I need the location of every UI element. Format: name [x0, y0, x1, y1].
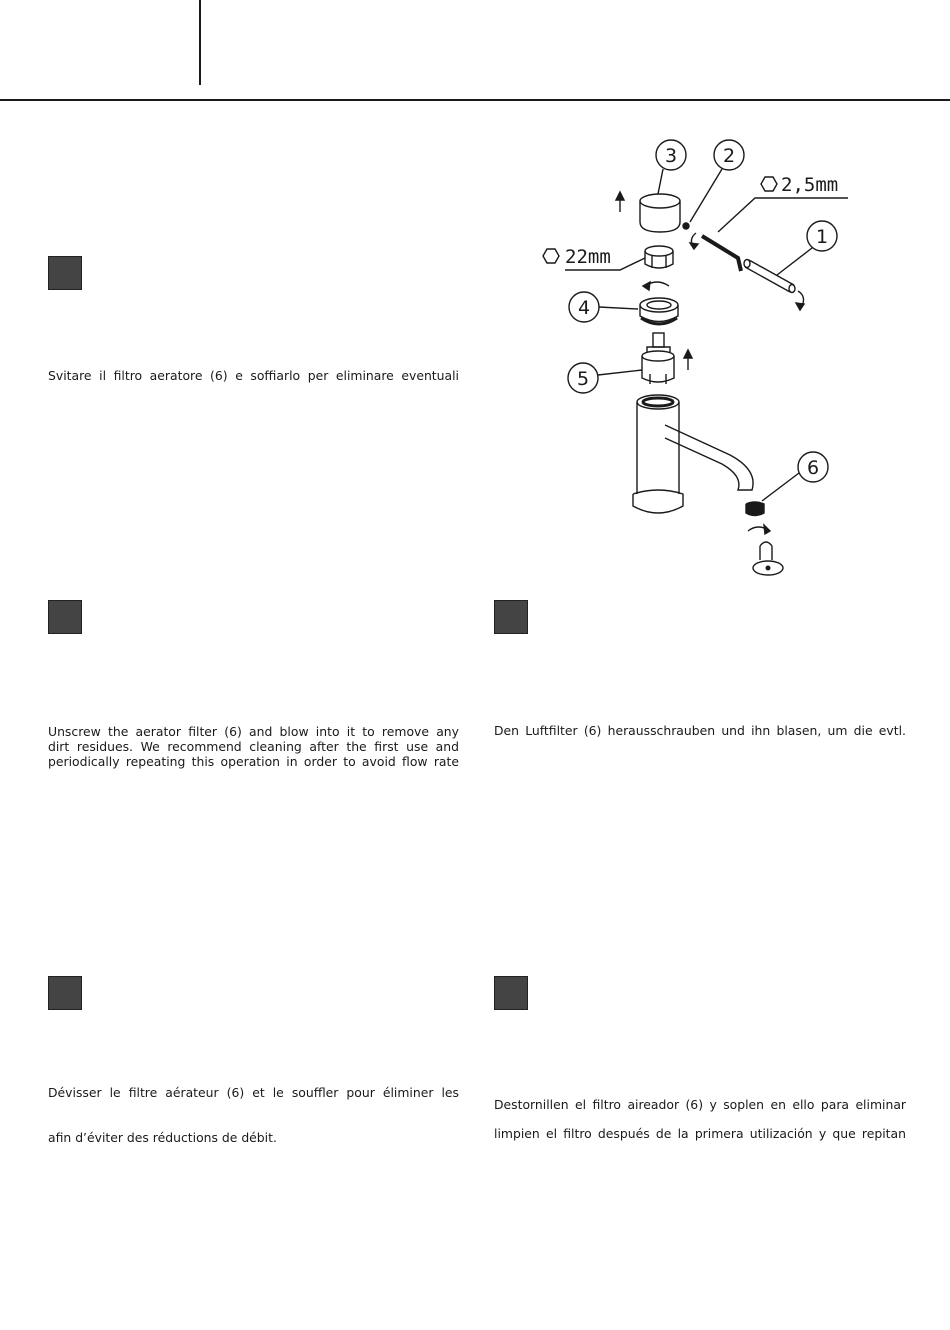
aerator-key-tool [753, 542, 783, 575]
callout-5-leader [598, 370, 642, 375]
header-rule [0, 99, 950, 101]
callout-2-leader [690, 169, 722, 222]
rotate-arrowhead-key [690, 243, 698, 249]
callout-3-number: 3 [664, 145, 678, 167]
rotate-arrowhead-aerator [764, 525, 770, 534]
faucet-exploded-diagram [520, 130, 940, 590]
handle-cap [640, 194, 680, 232]
callout-3-leader [658, 169, 663, 194]
language-flag-de [494, 600, 528, 634]
text-en-line3: periodically repeating this operation in order to avoid flow rate [48, 754, 459, 769]
nut-size: 22mm [565, 246, 611, 268]
lift-arrowhead-handle [616, 192, 624, 200]
hex-key-icon [761, 177, 777, 191]
hex-nut [645, 246, 673, 268]
text-de: Den Luftfilter (6) herausschrauben und ihn blasen, um die evtl. [494, 723, 906, 738]
text-fr-line1: Dévisser le filtre aérateur (6) et le souffler pour éliminer les [48, 1085, 459, 1100]
grub-screw [683, 223, 689, 229]
language-flag-es [494, 976, 528, 1010]
callout-1-number: 1 [815, 226, 829, 248]
callout-1-leader [777, 248, 812, 275]
allen-key [702, 236, 741, 271]
rotate-arrowhead-rod [796, 303, 804, 310]
text-fr-line2: afin d’éviter des réductions de débit. [48, 1130, 277, 1145]
lift-arrowhead-cartridge [684, 350, 692, 358]
language-flag-en [48, 600, 82, 634]
aerator [746, 502, 764, 516]
faucet-body [633, 395, 753, 513]
language-flag-fr [48, 976, 82, 1010]
ring-nut [640, 298, 678, 324]
text-es-line2: limpien el filtro después de la primera utilización y que repitan [494, 1126, 906, 1141]
header-divider [199, 0, 201, 85]
hex-nut-icon [543, 249, 559, 263]
rotate-arrowhead-ring [643, 282, 650, 290]
language-flag-it [48, 256, 82, 290]
callout-2-number: 2 [722, 145, 736, 167]
callout-5-number: 5 [576, 368, 590, 390]
text-en-line2: dirt residues. We recommend cleaning after the first use and [48, 739, 459, 754]
hex-key-leader [718, 198, 848, 232]
callout-6-leader [762, 473, 799, 501]
hex-key-size: 2,5mm [781, 174, 839, 196]
text-en-line1: Unscrew the aerator filter (6) and blow into it to remove any [48, 724, 459, 739]
callout-4-leader [599, 307, 638, 309]
lever-rod [744, 260, 795, 293]
cartridge [642, 333, 674, 384]
callout-6-number: 6 [806, 457, 820, 479]
text-it: Svitare il filtro aeratore (6) e soffiarlo per eliminare eventuali [48, 368, 459, 383]
callout-4-number: 4 [577, 297, 591, 319]
text-es-line1: Destornillen el filtro aireador (6) y soplen en ello para eliminar [494, 1097, 906, 1112]
